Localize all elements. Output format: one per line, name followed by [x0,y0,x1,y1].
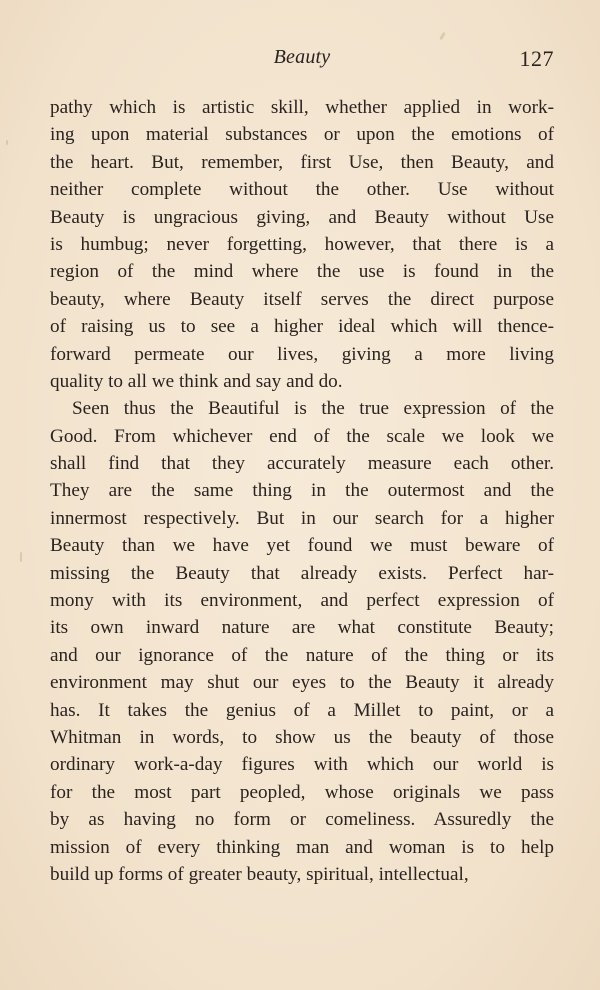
text-line: pathy which is artistic skill, whether applied in work- [50,97,554,118]
body-text [50,94,554,888]
text-line: the heart. But, remember, first Use, then Beauty, and [50,151,554,173]
text-line: mission of every thinking man and woman is to help [50,836,554,858]
running-title: Beauty [273,46,331,68]
text-line: its own inward nature are what constitute Beauty; [50,617,554,639]
text-line: has. It takes the genius of a Millet to paint, or a [50,699,554,721]
text-line: Beauty is ungracious giving, and Beauty without Use [50,206,554,228]
text-line: beauty, where Beauty itself serves the direct purpose [50,288,554,310]
text-line: mony with its environment, and perfect expression of [50,590,554,612]
paper-speck [20,552,22,562]
text-line: is humbug; never forgetting, however, that there is a [50,233,554,255]
paper-speck [6,140,8,145]
text-line: ing upon material substances or upon the emotions of [50,124,554,146]
text-line: build up forms of greater beauty, spiritual, intellectual, [50,863,469,885]
paragraph-2 [50,395,554,888]
text-line: Whitman in words, to show us the beauty of those [50,726,554,748]
text-line: by as having no form or comeliness. Assuredly the [50,809,554,831]
text-line: missing the Beauty that already exists. Perfect har- [50,562,554,584]
text-line: quality to all we think and say and do. [50,370,343,392]
text-line: neither complete without the other. Use without [50,179,554,201]
text-line: ordinary work-a-day figures with which our world is [50,754,554,776]
text-line: environment may shut our eyes to the Beauty it already [50,672,554,694]
page-number: 127 [519,46,554,71]
text-line: innermost respectively. But in our search for a higher [50,507,554,529]
paper-speck [439,32,446,40]
text-line: region of the mind where the use is found in the [50,261,554,283]
text-line: for the most part peopled, whose originals we pass [50,781,554,803]
text-line: forward permeate our lives, giving a more living [50,343,554,365]
text-line: Good. From whichever end of the scale we look we [50,425,554,447]
text-line: Beauty than we have yet found we must beware of [50,535,554,557]
text-line: They are the same thing in the outermost and the [50,480,554,502]
text-line: Seen thus the Beautiful is the true expression of the [72,398,554,420]
text-line: and our ignorance of the nature of the thing or its [50,644,554,666]
running-head [50,46,554,76]
text-line: of raising us to see a higher ideal which will thence- [50,316,554,338]
text-line: shall find that they accurately measure each other. [50,453,554,475]
paragraph-1 [50,94,554,395]
